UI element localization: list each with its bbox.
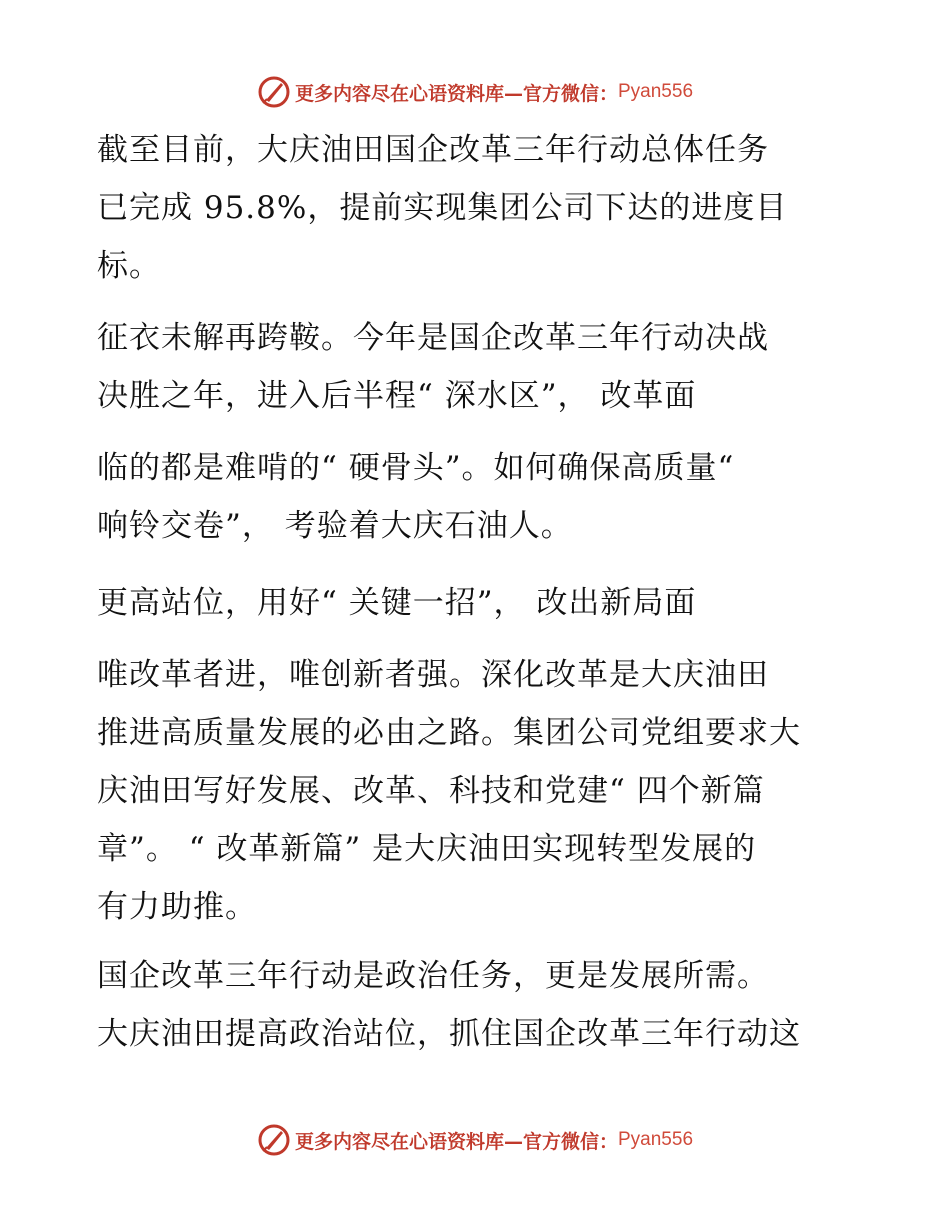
banner-text: 更多内容尽在心语资料库—官方微信： [294,82,618,105]
text-line: 唯改革者进，唯创新者强。深化改革是大庆油田 [97,657,769,693]
text-line: 已完成 95.8%，提前实现集团公司下达的进度目 [97,190,788,226]
text-line: 标。 [97,248,161,284]
text-line: 临的都是难啃的“ 硬骨头”。如何确保高质量“ [97,450,735,486]
text-line: 决胜之年，进入后半程“ 深水区”， 改革面 [97,378,697,414]
text-line: 征衣未解再跨鞍。今年是国企改革三年行动决战 [97,320,769,356]
banner-text: 更多内容尽在心语资料库—官方微信： [294,1130,618,1153]
footer-banner [0,1120,950,1160]
text-line: 更高站位，用好“ 关键一招”， 改出新局面 [97,585,697,621]
text-line: 庆油田写好发展、改革、科技和党建“ 四个新篇 [97,773,765,809]
text-line: 响铃交卷”， 考验着大庆石油人。 [97,508,573,544]
banner-wechat-id: Pyan556 [618,1129,694,1150]
quill-logo-icon [257,1123,291,1157]
banner-wechat-id: Pyan556 [618,81,694,102]
text-line: 大庆油田提高政治站位，抓住国企改革三年行动这 [97,1016,801,1052]
text-line: 截至目前，大庆油田国企改革三年行动总体任务 [97,132,769,168]
text-line: 推进高质量发展的必由之路。集团公司党组要求大 [97,715,801,751]
text-line: 有力助推。 [97,889,257,925]
quill-logo-icon [257,75,291,109]
text-line: 国企改革三年行动是政治任务，更是发展所需。 [97,958,769,994]
text-line: 章”。 “ 改革新篇” 是大庆油田实现转型发展的 [97,831,757,867]
header-banner [0,72,950,112]
